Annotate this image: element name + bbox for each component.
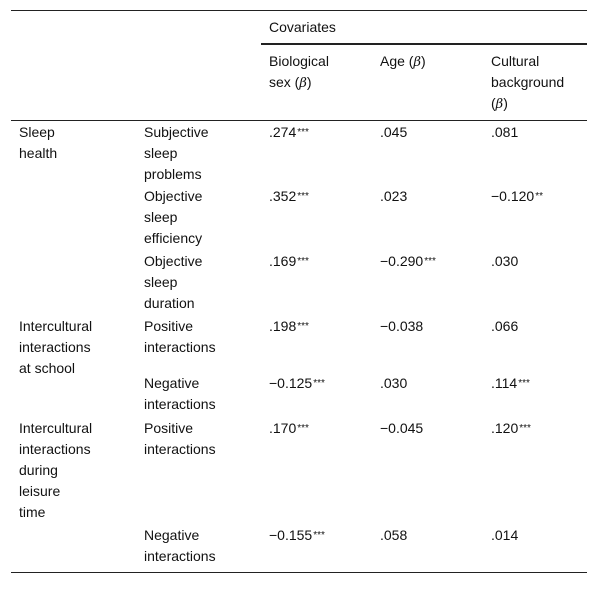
column-header-line: background: [491, 73, 565, 90]
row-label: Negative interactions: [144, 374, 216, 412]
table-cell: .274***: [269, 124, 309, 140]
column-header-line: Age (β): [380, 52, 426, 70]
results-table: [11, 10, 587, 573]
table-cell: .014: [483, 525, 587, 573]
group-label: Sleep health: [19, 124, 58, 161]
table-cell: .352***: [269, 187, 309, 204]
header-row-columns: [11, 44, 587, 121]
table-row: [11, 316, 587, 373]
table-cell: −0.120**: [491, 187, 544, 204]
column-header-line: Biological: [269, 52, 329, 69]
beta-symbol: β: [495, 96, 504, 112]
table-cell: −0.045: [380, 419, 424, 436]
column-header-line: sex (β): [269, 73, 312, 91]
table-cell: .058: [372, 525, 483, 573]
column-header-line: (β): [491, 94, 508, 112]
column-header-culture: [483, 44, 587, 121]
table-cell: .114***: [491, 374, 530, 391]
table-cell: .023: [380, 187, 408, 204]
column-header-sex: [261, 44, 372, 121]
table-cell: .045: [380, 124, 408, 140]
group-label: Intercultural interactions at school: [19, 317, 93, 376]
beta-symbol: β: [299, 75, 307, 91]
table-cell: .198***: [269, 317, 309, 334]
table-row: [11, 121, 587, 186]
column-header-age: [372, 44, 483, 121]
table-cell: .081: [491, 124, 519, 140]
table-cell: .066: [491, 317, 519, 334]
table-cell: .169***: [269, 252, 309, 269]
table-cell: −0.125***: [269, 374, 325, 391]
table-cell: −0.155***: [261, 525, 372, 573]
table-cell: −0.290***: [380, 252, 436, 269]
header-row-covariates: [11, 11, 587, 44]
row-label: Negative interactions: [136, 525, 261, 573]
table-cell: .120***: [491, 419, 531, 436]
row-label: Positive interactions: [144, 317, 216, 355]
group-label: Intercultural interactions during leisure time: [11, 418, 136, 573]
row-label: Objective sleep duration: [144, 252, 203, 311]
table-row: [11, 418, 587, 525]
table-cell: −0.038: [380, 317, 424, 334]
column-header-line: Cultural: [491, 52, 540, 69]
covariates-header: Covariates: [261, 11, 587, 44]
beta-symbol: β: [413, 54, 421, 70]
table-cell: .030: [491, 252, 519, 269]
row-label: Positive interactions: [144, 419, 216, 457]
row-label: Subjective sleep problems: [144, 124, 209, 182]
table-cell: .030: [380, 374, 408, 391]
row-label: Objective sleep efficiency: [144, 187, 203, 246]
table-cell: .170***: [269, 419, 309, 436]
